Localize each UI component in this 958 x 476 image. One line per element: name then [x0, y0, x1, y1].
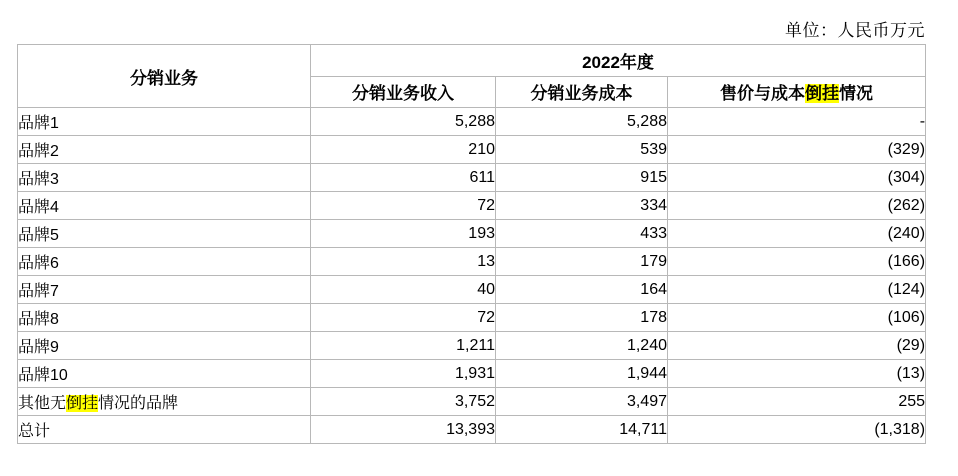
row-revenue: 611 — [311, 164, 496, 192]
table-row — [18, 304, 926, 332]
row-cost: 539 — [496, 136, 668, 164]
table-row — [18, 108, 926, 136]
header-inversion-highlight: 倒挂 — [805, 84, 840, 104]
row-cost: 5,288 — [496, 108, 668, 136]
row-revenue: 72 — [311, 304, 496, 332]
row-label-pre: 品牌8 — [18, 311, 59, 328]
row-cost: 1,240 — [496, 332, 668, 360]
row-label — [18, 388, 311, 416]
header-cell-business: 分销业务 — [18, 45, 311, 108]
table-row — [18, 192, 926, 220]
row-inversion: (1,318) — [668, 416, 926, 444]
table-row — [18, 360, 926, 388]
row-cost: 334 — [496, 192, 668, 220]
row-label — [18, 164, 311, 192]
table-row — [18, 332, 926, 360]
row-cost: 3,497 — [496, 388, 668, 416]
row-inversion: (13) — [668, 360, 926, 388]
row-label-pre: 总计 — [18, 423, 51, 440]
row-label — [18, 332, 311, 360]
row-label — [18, 192, 311, 220]
row-label-pre: 品牌4 — [18, 199, 59, 216]
header-cell-inversion — [668, 76, 926, 108]
table-row — [18, 388, 926, 416]
row-label — [18, 220, 311, 248]
row-label-pre: 品牌9 — [18, 339, 59, 356]
row-inversion: 255 — [668, 388, 926, 416]
row-label-pre: 品牌7 — [18, 283, 59, 300]
row-inversion: (29) — [668, 332, 926, 360]
row-revenue: 5,288 — [311, 108, 496, 136]
row-inversion: (262) — [668, 192, 926, 220]
table-row — [18, 220, 926, 248]
row-label — [18, 360, 311, 388]
row-cost: 915 — [496, 164, 668, 192]
row-inversion: (106) — [668, 304, 926, 332]
header-cell-cost: 分销业务成本 — [496, 76, 668, 108]
row-inversion: (124) — [668, 276, 926, 304]
header-inversion-pre: 售价与成本 — [720, 84, 806, 104]
row-inversion: - — [668, 108, 926, 136]
row-label-pre: 品牌2 — [18, 143, 59, 160]
row-revenue: 1,211 — [311, 332, 496, 360]
row-label-highlight: 倒挂 — [66, 395, 99, 412]
row-cost: 1,944 — [496, 360, 668, 388]
row-cost: 14,711 — [496, 416, 668, 444]
row-label — [18, 248, 311, 276]
row-cost: 179 — [496, 248, 668, 276]
row-label-pre: 品牌10 — [18, 367, 68, 384]
row-cost: 178 — [496, 304, 668, 332]
row-label — [18, 136, 311, 164]
row-label-pre: 品牌6 — [18, 255, 59, 272]
row-revenue: 13 — [311, 248, 496, 276]
row-revenue: 3,752 — [311, 388, 496, 416]
row-label-pre: 其他无 — [18, 395, 67, 412]
table-row — [18, 248, 926, 276]
table-row — [18, 276, 926, 304]
row-revenue: 13,393 — [311, 416, 496, 444]
table-row — [18, 136, 926, 164]
row-cost: 164 — [496, 276, 668, 304]
row-revenue: 210 — [311, 136, 496, 164]
row-revenue: 1,931 — [311, 360, 496, 388]
table-row — [18, 416, 926, 444]
row-cost: 433 — [496, 220, 668, 248]
table-header — [18, 45, 926, 108]
table-body — [18, 108, 926, 444]
row-label — [18, 416, 311, 444]
row-label-pre: 品牌3 — [18, 171, 59, 188]
row-revenue: 72 — [311, 192, 496, 220]
row-label-post: 情况的品牌 — [98, 395, 179, 412]
header-cell-year: 2022年度 — [311, 45, 926, 77]
row-inversion: (329) — [668, 136, 926, 164]
row-label — [18, 276, 311, 304]
row-label — [18, 108, 311, 136]
row-label-pre: 品牌5 — [18, 227, 59, 244]
header-inversion-post: 情况 — [839, 84, 874, 104]
row-inversion: (240) — [668, 220, 926, 248]
row-inversion: (304) — [668, 164, 926, 192]
table-row — [18, 164, 926, 192]
unit-note: 单位：人民币万元 — [785, 21, 925, 40]
row-inversion: (166) — [668, 248, 926, 276]
distribution-business-table — [17, 44, 926, 444]
header-row-1 — [18, 45, 926, 77]
row-revenue: 40 — [311, 276, 496, 304]
header-cell-revenue: 分销业务收入 — [311, 76, 496, 108]
row-revenue: 193 — [311, 220, 496, 248]
row-label — [18, 304, 311, 332]
row-label-pre: 品牌1 — [18, 115, 59, 132]
